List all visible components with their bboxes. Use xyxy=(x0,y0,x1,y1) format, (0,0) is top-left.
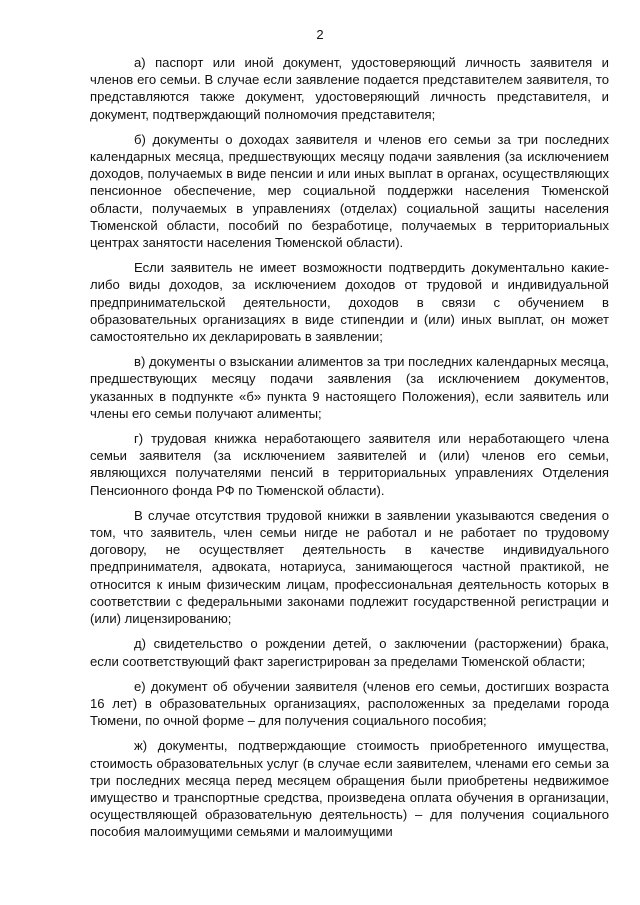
paragraph-property-cost-documents: ж) документы, подтверждающие стоимость приобретенного имущества, стоимость образовательных услуг (в случае если заявителем, членами его семьи за три последних месяца перед месяцем обращения были приобретены недвижимое имущество и транспортные средства, произведена оплата обучения в организации, осуществляющей образовательную деятельность) – для получения социального пособия малоимущими семьями и малоимущими xyxy=(90,738,609,840)
document-body xyxy=(90,54,609,849)
paragraph-passport: а) паспорт или иной документ, удостоверяющий личность заявителя и членов его семьи. В случае если заявление подается представителем заявителя, то представляются также документ, удостоверяющий личность представителя, и документ, подтверждающий полномочия представителя; xyxy=(90,55,609,122)
paragraph-income-documents: б) документы о доходах заявителя и членов его семьи за три последних календарных месяца, предшествующих месяцу подачи заявления (за исключением доходов, получаемых в виде пенсии и или иных выплат в органах, осуществляющих пенсионное обеспечение, мер социальной поддержки населения Тюменской области, получаемых в управлениях (отделах) социальной защиты населения Тюменской области, пособий по безработице, получаемых в территориальных центрах занятости населения Тюменской области). xyxy=(90,131,609,251)
paragraph-work-record-book: г) трудовая книжка неработающего заявителя или неработающего члена семьи заявителя (за исключением заявителей и (или) членов его семьи, являющихся получателями пенсий в территориальных управлениях Отделения Пенсионного фонда РФ по Тюменской области). xyxy=(90,431,609,498)
paragraph-alimony: в) документы о взыскании алиментов за три последних календарных месяца, предшествующих месяцу подачи заявления (за исключением документов, указанных в подпункте «б» пункта 9 настоящего Положения), если заявитель или члены его семьи получают алименты; xyxy=(90,354,609,421)
paragraph-birth-marriage-certificates: д) свидетельство о рождении детей, о заключении (расторжении) брака, если соответствующий факт зарегистрирован за пределами Тюменской области; xyxy=(90,636,609,669)
paragraph-no-work-record-book: В случае отсутствия трудовой книжки в заявлении указываются сведения о том, что заявитель, член семьи нигде не работал и не работает по трудовому договору, не осуществляет деятельность в качестве индивидуального предпринимателя, адвоката, нотариуса, занимающегося частной практикой, не относится к иным физическим лицам, профессиональная деятельность которых в соответствии с федеральными законами подлежит государственной регистрации и (или) лицензированию; xyxy=(90,507,609,627)
page-number: 2 xyxy=(316,27,324,42)
paragraph-education-document: е) документ об обучении заявителя (членов его семьи, достигших возраста 16 лет) в образовательных организациях, расположенных за пределами города Тюмени, по очной форме – для получения социального пособия; xyxy=(90,678,609,729)
paragraph-income-declaration: Если заявитель не имеет возможности подтвердить документально какие-либо виды доходов, за исключением доходов от трудовой и индивидуальной предпринимательской деятельности, доходов в связи с обучением в образовательных организациях в виде стипендии и (или) иных выплат, он может самостоятельно их декларировать в заявлении; xyxy=(90,260,609,345)
